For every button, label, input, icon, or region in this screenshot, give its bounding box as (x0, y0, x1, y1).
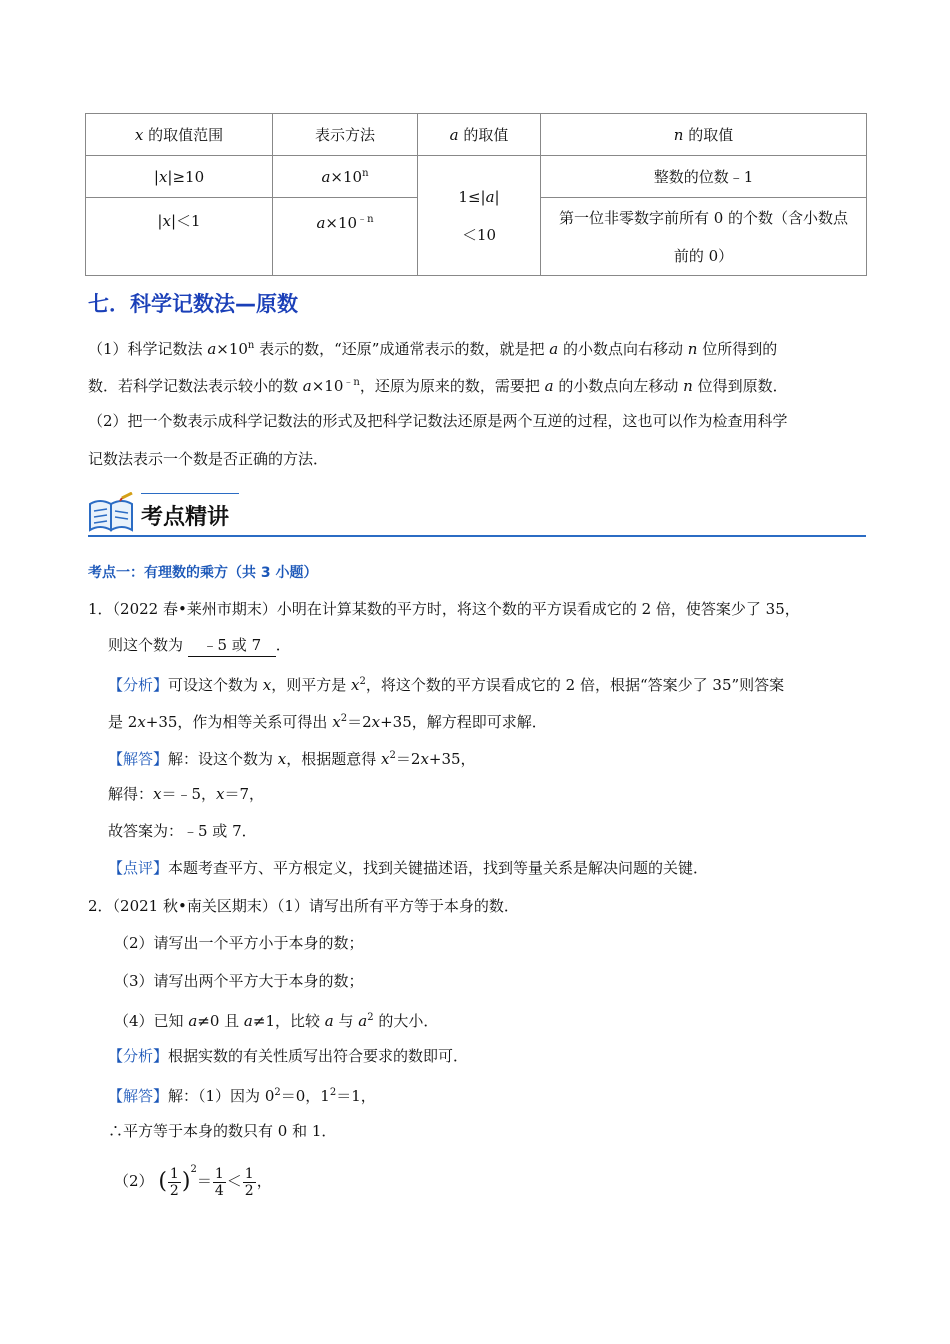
s7-p2-line1: （2）把一个数表示成科学记数法的形式及把科学记数法还原是两个互逆的过程，这也可以作为检查用科学 (88, 412, 788, 430)
q2-analysis-line (108, 1045, 468, 1067)
q2-line1: 2．（2021 秋•南关区期末）（1）请写出所有平方等于本身的数． (88, 897, 519, 915)
section-heading-top-rule (141, 493, 239, 494)
n-value-line1: 第一位非零数字前所有 0 的个数（含小数点 (558, 208, 849, 227)
topic-1-title: 考点一：有理数的乘方（共 3 小题） (88, 565, 318, 581)
table-header-row (86, 114, 867, 156)
section-heading: 考点精讲 (141, 505, 230, 530)
left-paren: ( (158, 1169, 167, 1194)
fraction-one-half-rhs: $\frac{1}{2}$ (244, 1165, 254, 1199)
q1-analysis-line2: 是 2x+35，作为相等关系可得出 $x^2=2x+35$，解方程即可求解． (108, 713, 547, 731)
s7-p1-line2: 数．若科学记数法表示较小的数 $a\times 10^{﹣n}$，还原为原来的数，需要把 a 的小数点向左移动 n 位得到原数． (88, 377, 788, 395)
fraction-one-quarter: $\frac{1}{4}$ (214, 1165, 224, 1199)
comma: ， (256, 1172, 272, 1190)
q2-analysis-text: 根据实数的有关性质写出符合要求的数即可． (168, 1047, 469, 1065)
header-n-value: n 的取值 (541, 114, 867, 156)
row1-form: $a\times 10^n$ (273, 156, 418, 198)
section-7-title: 七．科学记数法—原数 (88, 292, 298, 316)
q1-solution-line1 (108, 745, 476, 770)
q1-prefix: 则这个数为 (108, 636, 184, 654)
q1-answer-blank: ﹣5 或 7 (188, 634, 276, 657)
solution-tag: 【解答】 (108, 1087, 169, 1105)
solution-tag: 【解答】 (108, 750, 169, 768)
s7-p1-line1: （1）科学记数法 $a\times 10^n$ 表示的数，“还原”成通常表示的数，就是把 a 的小数点向右移动 n 位所得到的 (88, 340, 778, 358)
q1-suffix: ． (275, 636, 291, 654)
q2-solution-text: 解：（1）因为 $0^2=0$，$1^2=1$， (168, 1087, 376, 1105)
q1-comment-line (108, 857, 708, 879)
a-value-line1: 1≤|a| (458, 187, 500, 206)
row2-range: |x|＜1 (86, 198, 273, 276)
open-book-icon (86, 492, 136, 540)
q2-line3: （3）请写出两个平方大于本身的数； (114, 972, 364, 990)
header-a-value: a 的取值 (418, 114, 541, 156)
fraction-one-half: $\frac{1}{2}$ (169, 1165, 179, 1199)
q1-comment-text: 本题考查平方、平方根定义，找到关键描述语，找到等量关系是解决问题的关键． (168, 859, 709, 877)
q1-solution-line3: 故答案为：﹣5 或 7． (108, 822, 257, 840)
notation-table (85, 113, 867, 276)
header-x-range: x 的取值范围 (86, 114, 273, 156)
q2-solution-line3 (114, 1150, 272, 1202)
row1-n-value: 整数的位数﹣1 (541, 156, 867, 198)
table-row (86, 156, 867, 198)
row1-range: |x|≥10 (86, 156, 273, 198)
q2-step2-prefix: （2） (114, 1172, 154, 1190)
q1-analysis-line1 (108, 671, 784, 696)
analysis-tag: 【分析】 (108, 676, 169, 694)
section-heading-rule (88, 535, 866, 537)
exponent: 2 (190, 1164, 197, 1175)
q1-line2 (108, 634, 291, 657)
q1-analysis-text: 可设这个数为 x，则平方是 $x^2$，将这个数的平方误看成它的 2 倍，根据“答案少了 35”则答案 (168, 676, 785, 694)
a-value-cell (418, 156, 541, 276)
right-paren: ) (181, 1169, 191, 1194)
row2-form: $a\times 10^{﹣n}$ (273, 198, 418, 276)
comment-tag: 【点评】 (108, 859, 169, 877)
n-value-line2: 前的 0） (673, 246, 734, 265)
less-than-sign: ＜ (226, 1172, 242, 1190)
q2-solution-line1 (108, 1082, 376, 1107)
a-value-line2: ＜10 (461, 225, 497, 244)
header-notation: 表示方法 (273, 114, 418, 156)
q1-line1: 1．（2022 春•莱州市期末）小明在计算某数的平方时，将这个数的平方误看成它的 2 倍，使答案少了 35， (88, 600, 800, 618)
s7-p2-line2: 记数法表示一个数是否正确的方法． (88, 450, 329, 468)
q2-line2: （2）请写出一个平方小于本身的数； (114, 934, 364, 952)
analysis-tag: 【分析】 (108, 1047, 169, 1065)
q1-solution-text: 解：设这个数为 x，根据题意得 $x^2=2x+35$， (168, 750, 476, 768)
q2-line4: （4）已知 a≠0 且 a≠1，比较 a 与 $a^2$ 的大小． (114, 1012, 439, 1030)
q1-solution-line2: 解得：x＝﹣5，x＝7， (108, 785, 265, 803)
row2-n-value (541, 198, 867, 276)
q2-solution-line2: ∴平方等于本身的数只有 0 和 1． (108, 1122, 337, 1140)
equals-sign: ＝ (196, 1172, 212, 1190)
